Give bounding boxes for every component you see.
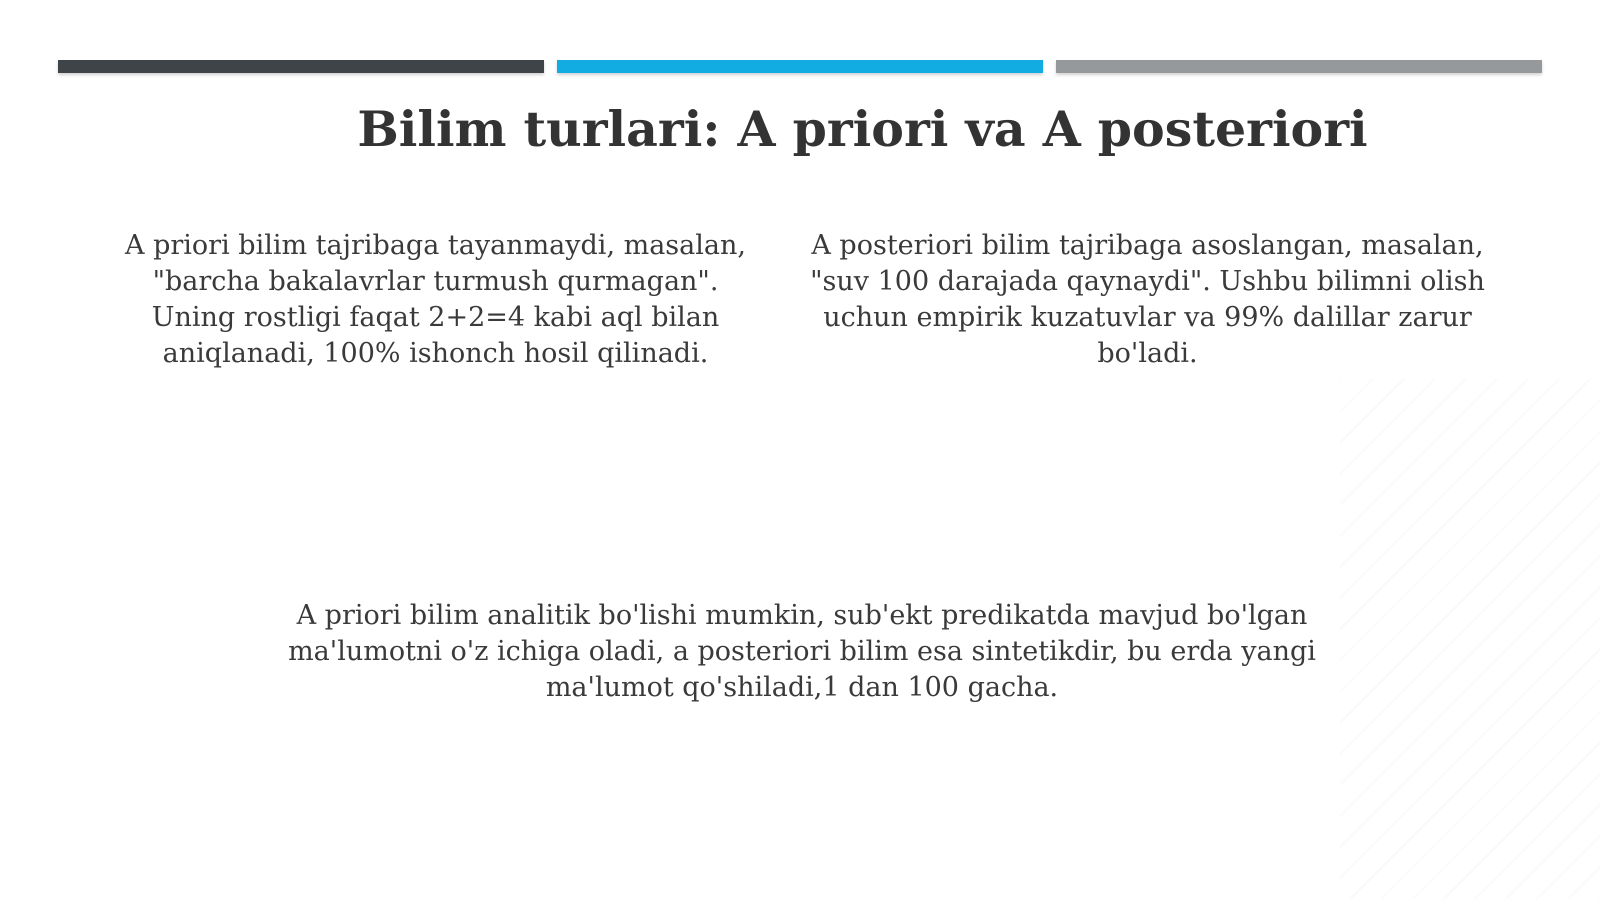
header-bar-gray	[1056, 60, 1542, 73]
slide-title: Bilim turlari: A priori va A posteriori	[357, 100, 1368, 158]
comparison-text: A priori bilim analitik bo'lishi mumkin, sub'ekt predikatda mavjud bo'lgan ma'lumotni o'z ichiga oladi, a posteriori bilim esa sintetikdir, bu erda yangi ma'lumot qo'shiladi,1 dan 100 gacha.	[288, 600, 1316, 703]
header-bar-blue	[557, 60, 1043, 73]
a-priori-text: A priori bilim tajribaga tayanmaydi, masalan, "barcha bakalavrlar turmush qurmagan". Uning rostligi faqat 2+2=4 kabi aql bilan aniqlanadi, 100% ishonch hosil qilinadi.	[125, 230, 746, 369]
background-pattern	[1340, 379, 1600, 899]
a-posteriori-text: A posteriori bilim tajribaga asoslangan, masalan, "suv 100 darajada qaynaydi". Ushbu bilimni olish uchun empirik kuzatuvlar va 99% dalillar zarur bo'ladi.	[810, 230, 1485, 369]
header-bar-dark	[58, 60, 544, 73]
